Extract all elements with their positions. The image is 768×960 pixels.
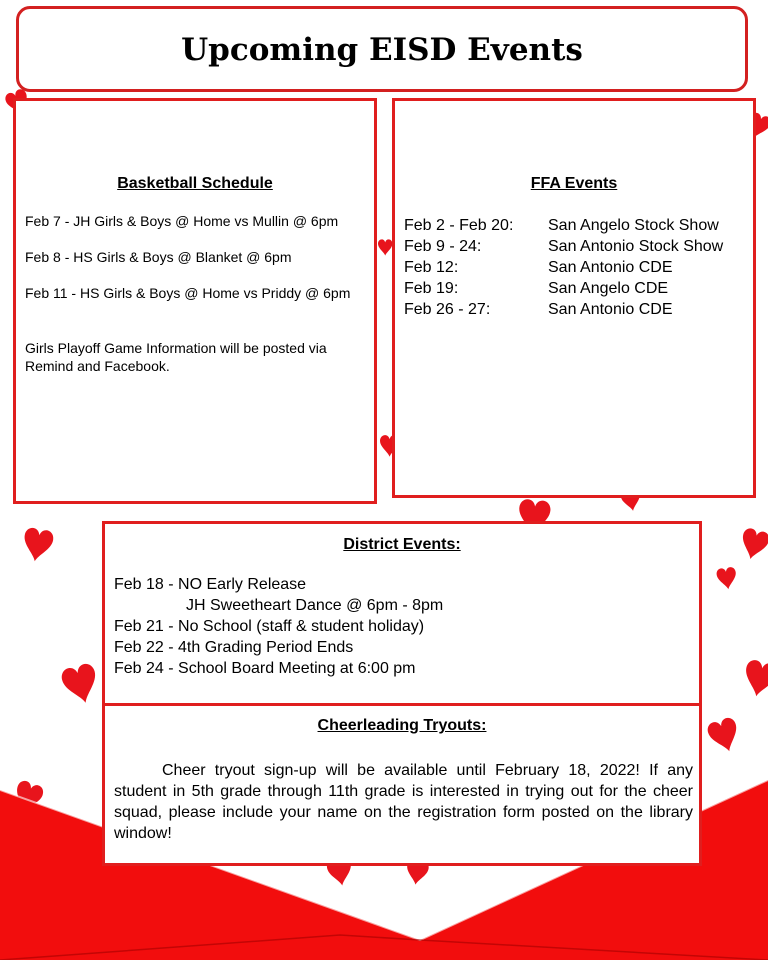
- cheer-description: Cheer tryout sign-up will be available until February 18, 2022! If any student in 5th grade through 11th grade is interested in trying out for the cheer squad, please include your name on the registration form posted on the library window!: [114, 762, 693, 842]
- district-event: Feb 21 - No School (staff & student holiday): [114, 618, 425, 635]
- basketball-panel: [13, 98, 377, 504]
- ffa-event-date: Feb 26 - 27:: [404, 301, 491, 318]
- heart-icon: [706, 716, 743, 756]
- cheer-tryouts-panel: [102, 703, 702, 866]
- page-title: Upcoming EISD Events: [181, 32, 583, 68]
- district-event: Feb 22 - 4th Grading Period Ends: [114, 639, 354, 656]
- ffa-event-name: San Antonio CDE: [548, 259, 673, 276]
- playoff-note: Girls Playoff Game Information will be posted via Remind and Facebook.: [25, 340, 327, 374]
- heart-icon: [60, 662, 102, 707]
- ffa-event-name: San Angelo Stock Show: [548, 217, 719, 234]
- heart-icon: [21, 527, 55, 564]
- heart-icon: [716, 566, 738, 590]
- heart-icon: [738, 527, 768, 563]
- ffa-event-name: San Antonio Stock Show: [548, 238, 724, 255]
- ffa-panel: [392, 98, 756, 498]
- heart-icon: [741, 659, 768, 700]
- district-event: JH Sweetheart Dance @ 6pm - 8pm: [186, 597, 444, 614]
- district-event: Feb 24 - School Board Meeting at 6:00 pm: [114, 660, 416, 677]
- cheer-heading: Cheerleading Tryouts:: [317, 717, 487, 734]
- title-banner: [16, 6, 748, 92]
- basketball-game: Feb 7 - JH Girls & Boys @ Home vs Mullin @ 6pm: [25, 213, 339, 229]
- basketball-game: Feb 11 - HS Girls & Boys @ Home vs Priddy @ 6pm: [25, 285, 351, 301]
- ffa-heading: FFA Events: [530, 175, 618, 192]
- district-events-panel: [102, 521, 702, 705]
- ffa-event-date: Feb 2 - Feb 20:: [404, 217, 514, 234]
- district-event: Feb 18 - NO Early Release: [114, 576, 307, 593]
- basketball-heading: Basketball Schedule: [117, 175, 273, 192]
- ffa-event-date: Feb 12:: [404, 259, 459, 276]
- ffa-event-date: Feb 9 - 24:: [404, 238, 482, 255]
- basketball-game: Feb 8 - HS Girls & Boys @ Blanket @ 6pm: [25, 249, 292, 265]
- ffa-event-name: San Angelo CDE: [548, 280, 669, 297]
- ffa-event-date: Feb 19:: [404, 280, 459, 297]
- heart-icon: [378, 239, 392, 255]
- ffa-event-name: San Antonio CDE: [548, 301, 673, 318]
- district-heading: District Events:: [343, 536, 461, 553]
